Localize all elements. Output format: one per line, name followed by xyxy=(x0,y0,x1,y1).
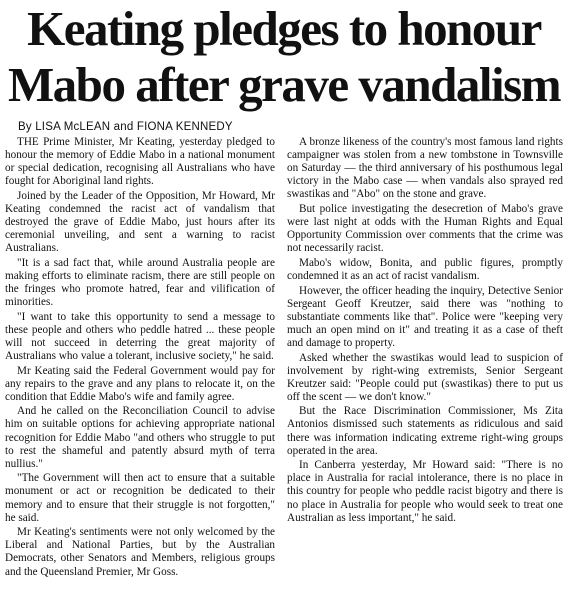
paragraph: "I want to take this opportunity to send a message to these people and others who peddle hatred ... these people will not succeed in deterring the great majority of Australians who value a tolerant, inclusive society," he said. xyxy=(5,310,275,362)
paragraph: In Canberra yesterday, Mr Howard said: "There is no place in Australia for racial intolerance, there is no place in this country for people who peddle racist bigotry and there is no place in Australia for people who would seek to treat one Australian as less important," he said. xyxy=(287,459,563,524)
byline: By LISA McLEAN and FIONA KENNEDY xyxy=(18,121,233,133)
paragraph: "The Government will then act to ensure that a suitable monument or act or recognition be dedicated to their memory and to ensure that their struggle is not forgotten," he said. xyxy=(5,472,275,524)
paragraph: And he called on the Reconciliation Council to advise him on suitable options for achieving appropriate national recognition for Eddie Mabo "and others who struggle to put to rest the shameful and patently absurd myth of terra nullius." xyxy=(5,405,275,470)
right-column xyxy=(287,136,563,526)
headline xyxy=(0,0,568,113)
paragraph: But police investigating the desecretion of Mabo's grave were last night at odds with the Human Rights and Equal Opportunity Commission over comments that the crime was not necessarily racist. xyxy=(287,202,563,255)
headline-line-1: Keating pledges to honour xyxy=(27,1,541,56)
paragraph: Mr Keating said the Federal Government would pay for any repairs to the grave and any plans to relocate it, on the condition that Eddie Mabo's wife and family agree. xyxy=(5,364,275,403)
paragraph: However, the officer heading the inquiry, Detective Senior Sergeant Geoff Kreutzer, said there was "nothing to substantiate comments like that". Police were "keeping very much an open mind on it" and treating it as a case of theft and damage to property. xyxy=(287,284,563,349)
paragraph: Asked whether the swastikas would lead to suspicion of involvement by right-wing extremists, Senior Sergeant Kreutzer said: "People could put (swastikas) there to put us off the scent — we don't know." xyxy=(287,351,563,403)
paragraph: Mabo's widow, Bonita, and public figures, promptly condemned it as an act of racist vandalism. xyxy=(287,256,563,282)
paragraph: But the Race Discrimination Commissioner, Ms Zita Antonios dismissed such statements as ridiculous and said there was information indicating extreme right-wing groups operated in the area. xyxy=(287,405,563,457)
paragraph: A bronze likeness of the country's most famous land rights campaigner was stolen from a new tombstone in Townsville on Saturday — the third anniversary of his posthumous legal victory in the Mabo case — when vandals also sprayed red swastikas and "Abo" on the stone and grave. xyxy=(287,136,563,201)
paragraph: Joined by the Leader of the Opposition, Mr Howard, Mr Keating condemned the racist act of vandalism that destroyed the grave of Eddie Mabo, just hours after its ceremonial unveiling, and sent a warning to racist Australians. xyxy=(5,189,275,255)
headline-line-2: Mabo after grave vandalism xyxy=(7,57,561,112)
left-column xyxy=(5,136,275,580)
paragraph: THE Prime Minister, Mr Keating, yesterday pledged to honour the memory of Eddie Mabo in a national monument or special dedication, recognising all Australians who have fought for Aboriginal land rights. xyxy=(5,136,275,188)
paragraph: "It is a sad fact that, while around Australia people are making efforts to eliminate racism, there are still people on the fringes who promote hatred, fear and vilification of minorities. xyxy=(5,256,275,309)
paragraph: Mr Keating's sentiments were not only welcomed by the Liberal and National Parties, but by the Australian Democrats, other Senators and Members, religious groups and the Queensland Premier, Mr Goss. xyxy=(5,526,275,578)
